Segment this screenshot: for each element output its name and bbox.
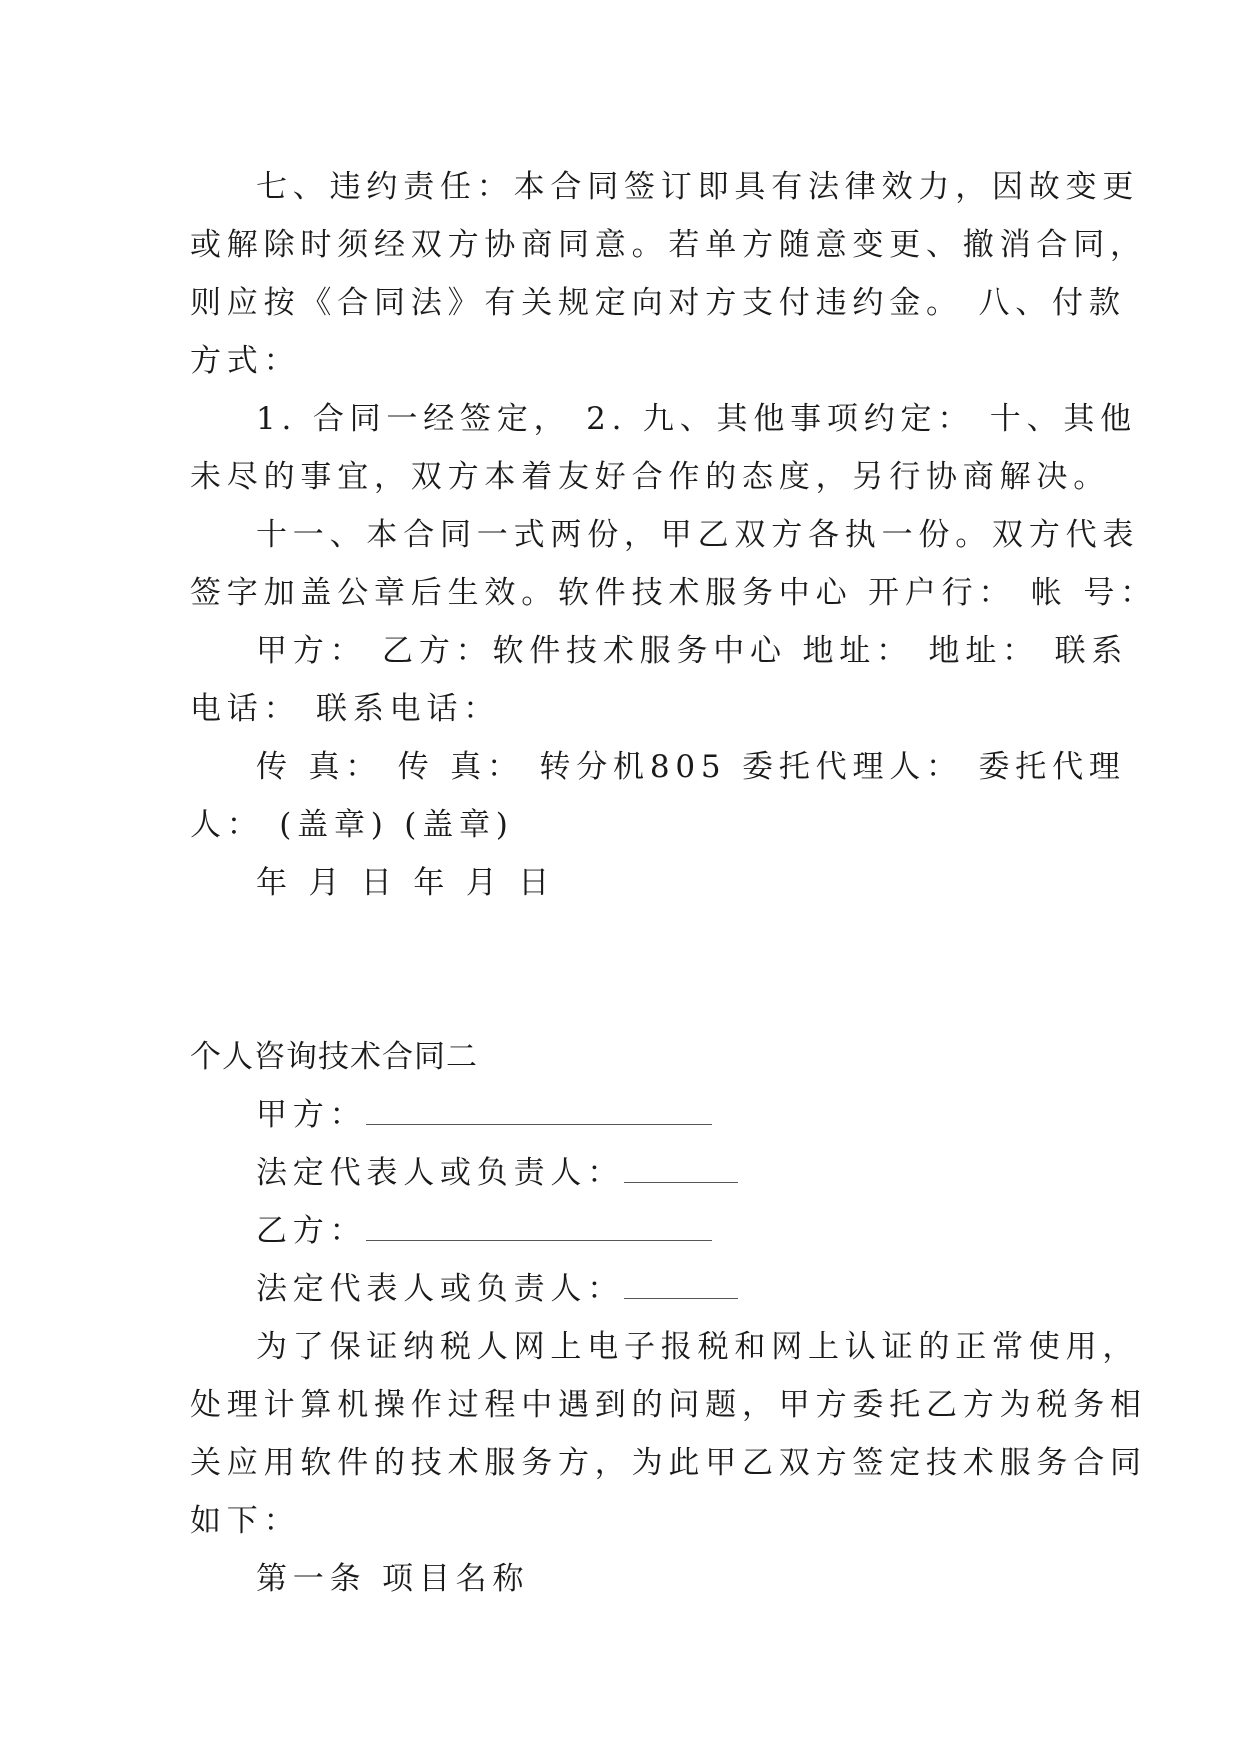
paragraph-line: 十一、本合同一式两份，甲乙双方各执一份。双方代表 [256,517,1140,553]
paragraph-line: 传 真： 传 真： 转分机805 委托代理人： 委托代理 [256,749,1126,785]
party-b-rep-blank[interactable] [624,1276,738,1299]
article-heading: 第一条 项目名称 [256,1561,530,1597]
paragraph-line: 电话： 联系电话： [190,691,501,727]
party-b-label: 乙方： [256,1213,367,1249]
document-page [190,158,1157,1608]
party-b-rep-label: 法定代表人或负责人： [256,1271,624,1307]
paragraph-line: 1. 合同一经签定， 2. 九、其他事项约定： 十、其他 [256,401,1137,437]
paragraph-line: 甲方： 乙方：软件技术服务中心 地址： 地址： 联系 [256,633,1129,669]
date-line: 年 月 日 年 月 日 [256,865,556,901]
party-b-field [190,1202,1060,1260]
party-a-rep-label: 法定代表人或负责人： [256,1155,624,1191]
intro-line: 处理计算机操作过程中遇到的问题，甲方委托乙方为税务相 [190,1387,1147,1423]
paragraph-line: 未尽的事宜，双方本着友好合作的态度，另行协商解决。 [190,459,1110,495]
paragraph-line: 方式： [190,343,301,379]
intro-line: 关应用软件的技术服务方，为此甲乙双方签定技术服务合同 [190,1445,1147,1481]
section-gap [190,912,1060,1028]
paragraph-line: 签字加盖公章后生效。软件技术服务中心 开户行： 帐 号： [190,575,1157,611]
party-a-label: 甲方： [256,1097,367,1133]
party-a-rep-field [190,1144,1060,1202]
party-a-field [190,1086,1060,1144]
party-b-blank[interactable] [366,1218,712,1241]
contract-title: 个人咨询技术合同二 [190,1039,478,1075]
party-a-blank[interactable] [366,1102,712,1125]
paragraph-line: 人： (盖章) (盖章) [190,807,514,843]
paragraph-line: 或解除时须经双方协商同意。若单方随意变更、撤消合同， [190,227,1147,263]
intro-line: 为了保证纳税人网上电子报税和网上认证的正常使用， [256,1329,1140,1365]
paragraph-line: 则应按《合同法》有关规定向对方支付违约金。 八、付款 [190,285,1126,321]
intro-line: 如下： [190,1503,301,1539]
paragraph-line: 七、违约责任：本合同签订即具有法律效力，因故变更 [256,169,1140,205]
party-b-rep-field [190,1260,1060,1318]
party-a-rep-blank[interactable] [624,1160,738,1183]
